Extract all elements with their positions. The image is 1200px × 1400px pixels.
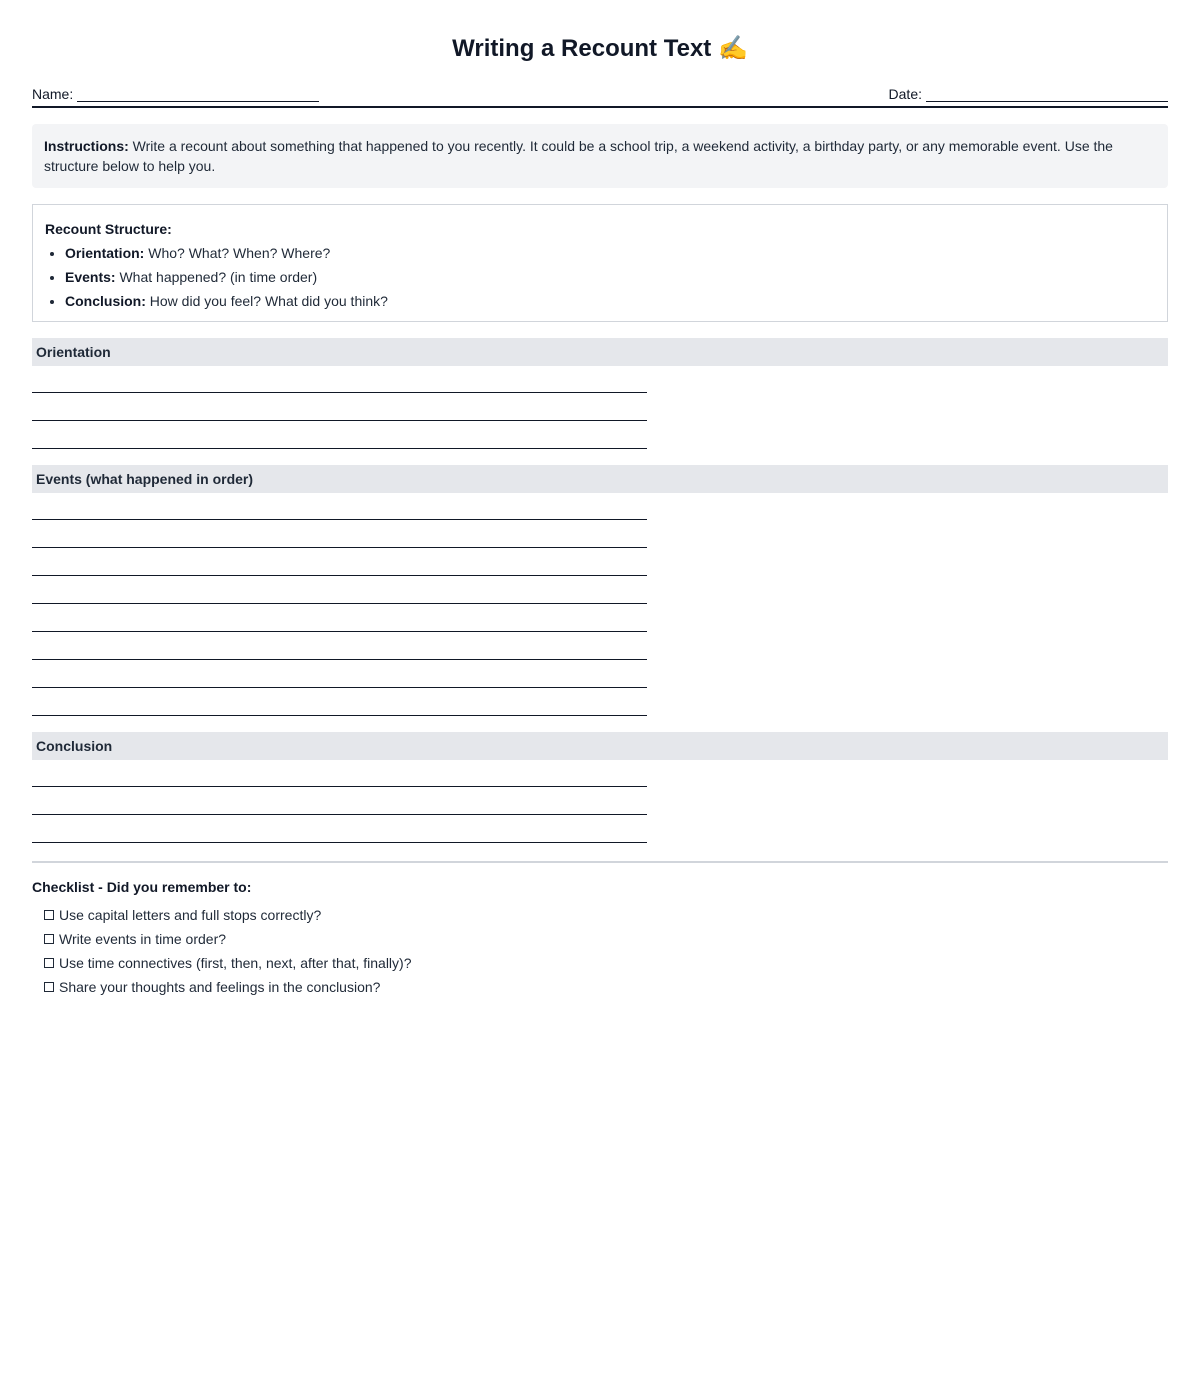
checklist-item-label: Share your thoughts and feelings in the conclusion?: [59, 979, 381, 995]
structure-desc: Who? What? When? Where?: [148, 245, 331, 261]
writing-lines[interactable]: [32, 366, 1168, 449]
name-blank[interactable]: [77, 87, 319, 102]
name-date-row: [32, 76, 1168, 108]
writing-line[interactable]: [32, 493, 647, 520]
writing-line[interactable]: [32, 520, 647, 548]
checklist-item-label: Use capital letters and full stops correctly?: [59, 907, 322, 923]
page-title-text: Writing a Recount Text: [452, 35, 712, 62]
checkbox-icon[interactable]: [44, 910, 54, 920]
structure-term: Orientation:: [65, 245, 145, 261]
structure-item-conclusion: [65, 289, 1155, 313]
writing-lines[interactable]: [32, 760, 1168, 843]
structure-list: [45, 241, 1155, 313]
instructions-box: [32, 124, 1168, 188]
writing-line[interactable]: [32, 366, 647, 393]
date-blank[interactable]: [926, 87, 1168, 102]
date-field[interactable]: [889, 86, 1168, 102]
date-label: Date:: [888, 86, 922, 102]
structure-item-events: [65, 265, 1155, 289]
name-label: Name:: [32, 86, 74, 102]
section-conclusion: [32, 732, 1168, 843]
checklist-item[interactable]: [44, 951, 1168, 975]
writing-line[interactable]: [32, 815, 647, 843]
writing-line[interactable]: [32, 688, 647, 716]
writing-line[interactable]: [32, 760, 647, 787]
checklist-item[interactable]: [44, 927, 1168, 951]
writing-hand-icon: ✍️: [717, 34, 748, 62]
structure-item-orientation: [65, 241, 1155, 265]
checklist: [32, 903, 1168, 999]
writing-lines[interactable]: [32, 493, 1168, 716]
structure-desc: How did you feel? What did you think?: [149, 293, 388, 309]
section-events: [32, 465, 1168, 716]
checkbox-icon[interactable]: [44, 958, 54, 968]
divider: [32, 861, 1168, 863]
writing-line[interactable]: [32, 576, 647, 604]
section-header-conclusion: Conclusion: [32, 732, 1168, 760]
structure-desc: What happened? (in time order): [119, 269, 318, 285]
section-header-orientation: Orientation: [32, 338, 1168, 366]
structure-term: Conclusion:: [65, 293, 146, 309]
checklist-item[interactable]: [44, 975, 1168, 999]
checkbox-icon[interactable]: [44, 934, 54, 944]
instructions-text: Write a recount about something that happened to you recently. It could be a school trip, a weekend activity, a birthday party, or any memorable event. Use the structure below to help you.: [44, 138, 1113, 174]
structure-term: Events:: [65, 269, 116, 285]
writing-line[interactable]: [32, 660, 647, 688]
section-header-events: Events (what happened in order): [32, 465, 1168, 493]
writing-line[interactable]: [32, 393, 647, 421]
page-title: [32, 0, 1168, 64]
checklist-item[interactable]: [44, 903, 1168, 927]
structure-title: Recount Structure:: [45, 221, 172, 237]
instructions-label: Instructions:: [44, 138, 129, 154]
writing-line[interactable]: [32, 548, 647, 576]
writing-line[interactable]: [32, 421, 647, 449]
name-field[interactable]: [32, 86, 319, 102]
recount-structure-box: [32, 204, 1168, 322]
checkbox-icon[interactable]: [44, 982, 54, 992]
checklist-title: Checklist - Did you remember to:: [32, 879, 252, 895]
writing-line[interactable]: [32, 604, 647, 632]
writing-line[interactable]: [32, 632, 647, 660]
section-orientation: [32, 338, 1168, 449]
checklist-item-label: Use time connectives (first, then, next, after that, finally)?: [59, 955, 412, 971]
checklist-item-label: Write events in time order?: [59, 931, 227, 947]
writing-line[interactable]: [32, 787, 647, 815]
